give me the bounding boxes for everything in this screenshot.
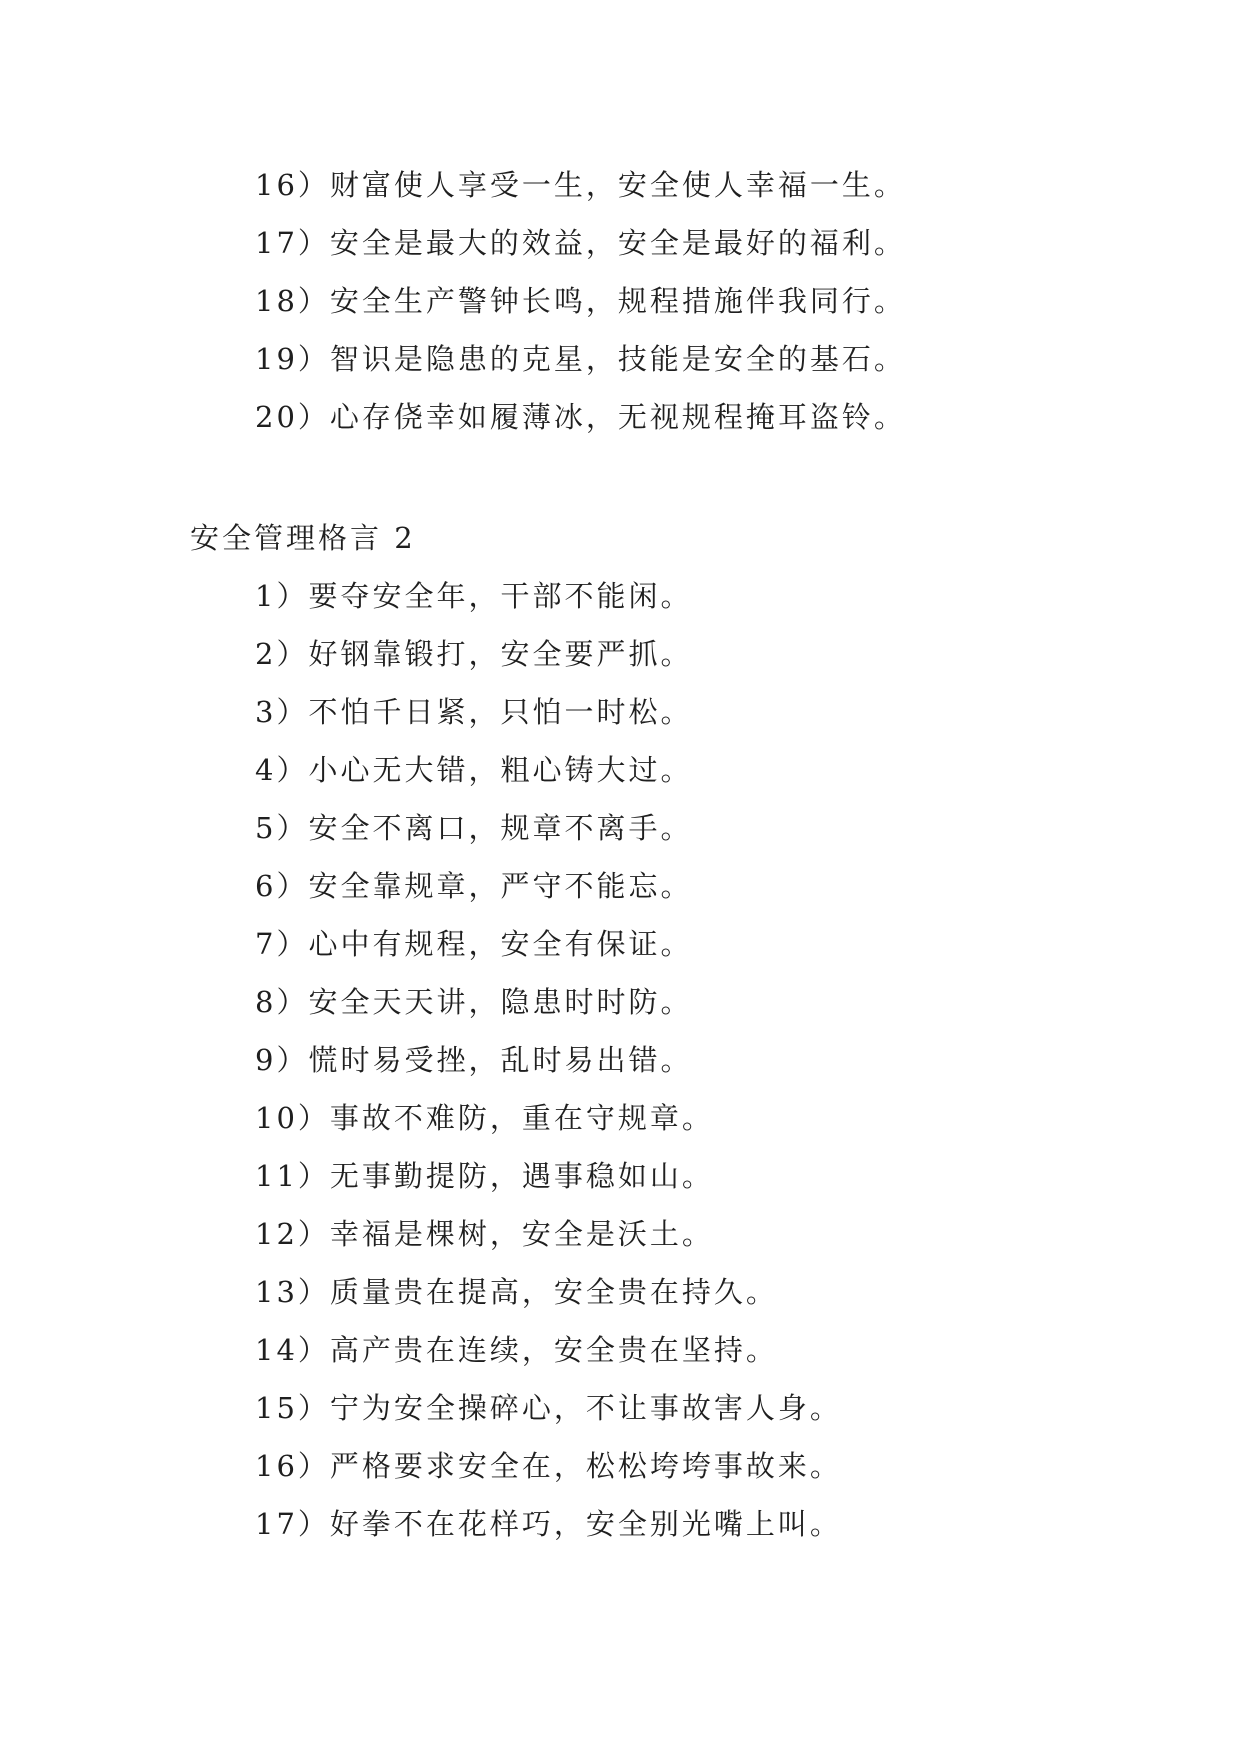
list-item: 3）不怕千日紧，只怕一时松。 (255, 695, 693, 729)
list-item: 7）心中有规程，安全有保证。 (255, 927, 693, 961)
list-item: 19）智识是隐患的克星，技能是安全的基石。 (255, 342, 906, 376)
list-item: 5）安全不离口，规章不离手。 (255, 811, 693, 845)
list-item: 4）小心无大错，粗心铸大过。 (255, 753, 693, 787)
list-item: 17）好拳不在花样巧，安全别光嘴上叫。 (255, 1507, 842, 1541)
continued-maxim-list (255, 156, 906, 446)
list-item: 8）安全天天讲，隐患时时防。 (255, 985, 693, 1019)
maxim-list (255, 567, 842, 1553)
list-item: 13）质量贵在提高，安全贵在持久。 (255, 1275, 778, 1309)
list-item: 14）高产贵在连续，安全贵在坚持。 (255, 1333, 778, 1367)
list-item: 18）安全生产警钟长鸣，规程措施伴我同行。 (255, 284, 906, 318)
list-item: 2）好钢靠锻打，安全要严抓。 (255, 637, 693, 671)
list-item: 16）财富使人享受一生，安全使人幸福一生。 (255, 168, 906, 202)
list-item: 6）安全靠规章，严守不能忘。 (255, 869, 693, 903)
list-item: 20）心存侥幸如履薄冰，无视规程掩耳盗铃。 (255, 400, 906, 434)
list-item: 10）事故不难防，重在守规章。 (255, 1101, 714, 1135)
list-item: 9）慌时易受挫，乱时易出错。 (255, 1043, 693, 1077)
section-title: 安全管理格言 2 (190, 521, 416, 555)
list-item: 15）宁为安全操碎心，不让事故害人身。 (255, 1391, 842, 1425)
list-item: 16）严格要求安全在，松松垮垮事故来。 (255, 1449, 842, 1483)
list-item: 11）无事勤提防，遇事稳如山。 (255, 1159, 714, 1193)
list-item: 17）安全是最大的效益，安全是最好的福利。 (255, 226, 906, 260)
list-item: 1）要夺安全年，干部不能闲。 (255, 579, 693, 613)
list-item: 12）幸福是棵树，安全是沃土。 (255, 1217, 714, 1251)
